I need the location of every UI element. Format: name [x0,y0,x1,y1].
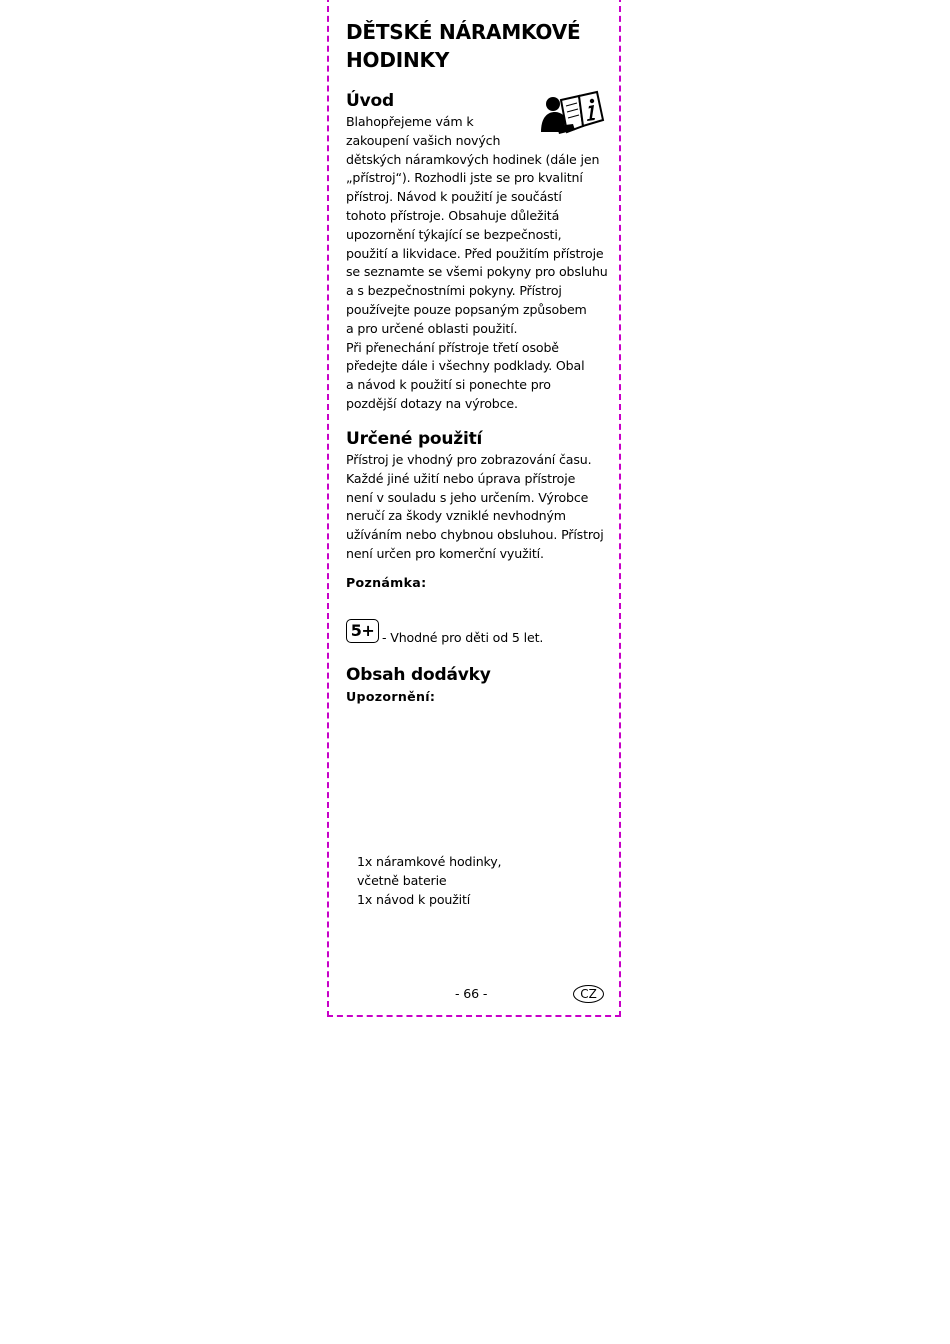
intro-line: tohoto přístroje. Obsahuje důležitá [346,207,560,223]
intro-line: a s bezpečnostními pokyny. Přístroj [346,283,562,299]
intro-line: a pro určené oblasti použití. [346,320,518,336]
page-number: - 66 - [455,986,488,1001]
country-code: CZ [580,987,597,1001]
contents-item: včetně baterie [357,872,447,888]
contents-item: 1x náramkové hodinky, [357,854,502,869]
intro-line: Blahopřejeme vám k [346,114,474,129]
title-line-1: DĚTSKÉ NÁRAMKOVÉ [346,20,581,44]
intro-line: zakoupení vašich nových [346,132,501,148]
intended-use-heading: Určené použití [346,429,483,449]
note-label: Poznámka: [346,575,427,590]
intro-line: dětských náramkových hodinek (dále jen [346,151,600,167]
country-code-badge [573,985,604,1003]
intro-line: pozdější dotazy na výrobce. [346,395,518,411]
intro-line: se seznamte se všemi pokyny pro obsluhu [346,264,608,280]
intro-line: „přístroj“). Rozhodli jste se pro kvalitní [346,170,583,186]
intended-use-paragraph [346,451,608,564]
intro-line: použití a likvidace. Před použitím přístroje [346,245,604,261]
age-badge-text: 5+ [350,621,375,640]
document-title [346,18,606,74]
contents-item: 1x návod k použití [357,891,471,907]
contents-list [357,853,597,909]
age-text: - Vhodné pro děti od 5 let. [382,630,544,645]
intended-use-line: není v souladu s jeho určením. Výrobce [346,489,589,505]
intro-line: upozornění týkající se bezpečnosti, [346,226,562,242]
intended-use-line: neručí za škody vzniklé nevhodným [346,508,566,524]
contents-heading: Obsah dodávky [346,665,491,685]
intro-line: předejte dále i všechny podklady. Obal [346,358,585,374]
warning-label: Upozornění: [346,689,436,704]
intro-line: přístroj. Návod k použití je součástí [346,189,562,205]
age-badge [346,619,379,643]
intro-heading: Úvod [346,91,394,111]
intended-use-line: není určen pro komerční využití. [346,545,544,561]
intended-use-line: Přístroj je vhodný pro zobrazování času. [346,452,592,467]
intro-line: a návod k použití si ponechte pro [346,377,551,393]
intro-line: používejte pouze popsaným způsobem [346,301,587,317]
intended-use-line: užíváním nebo chybnou obsluhou. Přístroj [346,527,604,543]
intro-paragraph [346,113,608,414]
intended-use-line: Každé jiné užití nebo úprava přístroje [346,470,576,486]
intro-line: Při přenechání přístroje třetí osobě [346,339,559,355]
title-line-2: HODINKY [346,48,450,72]
